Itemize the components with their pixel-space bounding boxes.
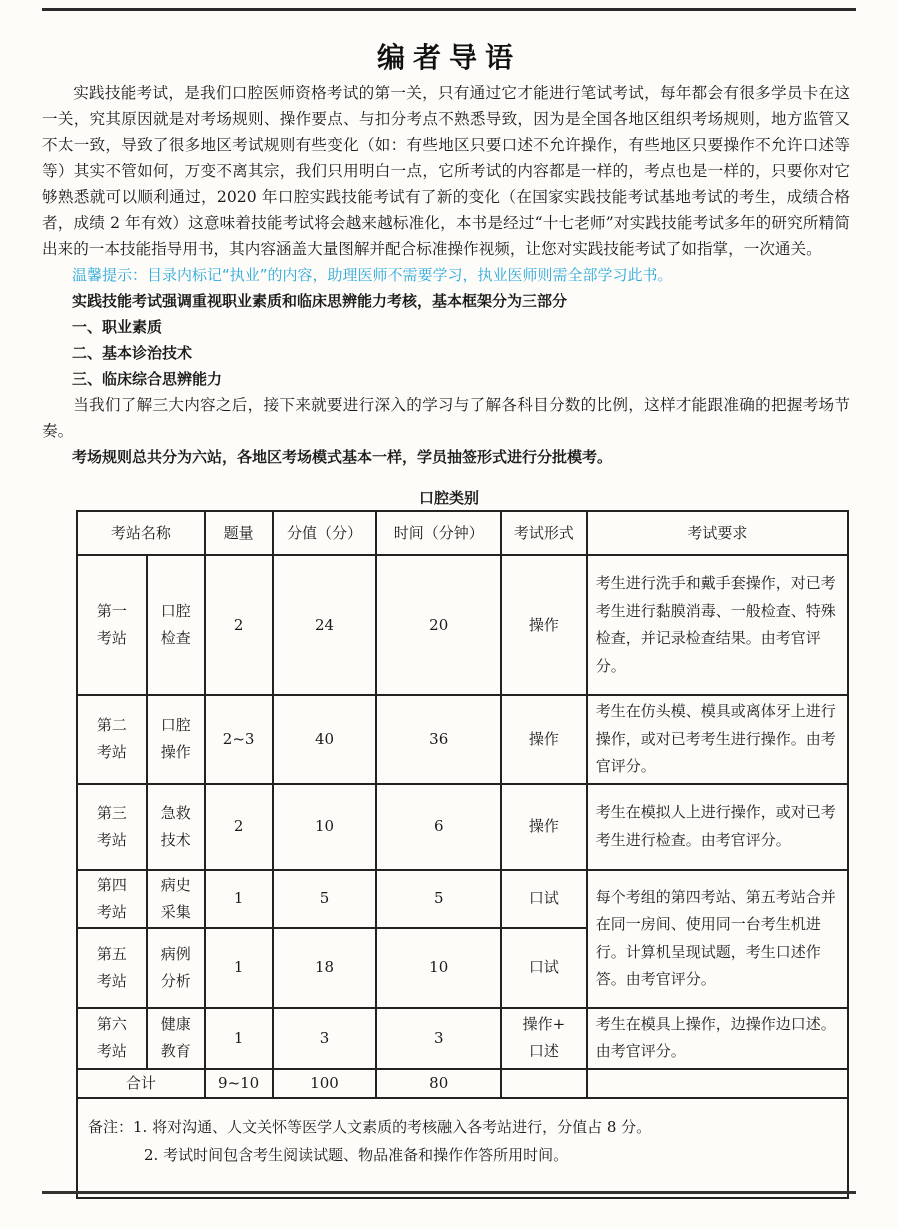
header-cell: 考试要求 xyxy=(587,511,848,555)
body-text xyxy=(42,80,850,470)
count-cell: 2~3 xyxy=(205,695,273,784)
total-form-cell xyxy=(501,1069,587,1098)
score-cell: 5 xyxy=(273,870,377,928)
header-cell: 题量 xyxy=(205,511,273,555)
table-total-row xyxy=(77,1069,848,1098)
requirement-cell: 考生在模拟人上进行操作，或对已考考生进行检查。由考官评分。 xyxy=(587,784,848,870)
count-cell: 1 xyxy=(205,870,273,928)
framework-item: 二、基本诊治技术 xyxy=(72,344,193,362)
header-cell: 考站名称 xyxy=(77,511,205,555)
table-row xyxy=(77,1008,848,1069)
time-cell: 3 xyxy=(376,1008,501,1069)
station-cell: 第一 考站 xyxy=(77,555,147,695)
total-time-cell: 80 xyxy=(376,1069,501,1098)
framework-item: 一、职业素质 xyxy=(72,318,163,336)
exam-rule: 考场规则总共分为六站，各地区考场模式基本一样，学员抽签形式进行分批模考。 xyxy=(72,448,613,466)
table-row xyxy=(77,784,848,870)
table-row xyxy=(77,695,848,784)
form-cell: 口试 xyxy=(501,870,587,928)
note-line: 备注：1. 将对沟通、人文关怀等医学人文素质的考核融入各考站进行，分值占 8 分。 xyxy=(88,1117,652,1136)
count-cell: 2 xyxy=(205,555,273,695)
score-cell: 40 xyxy=(273,695,377,784)
name-cell: 口腔 操作 xyxy=(147,695,205,784)
station-cell: 第五 考站 xyxy=(77,928,147,1008)
name-cell: 口腔 检查 xyxy=(147,555,205,695)
station-cell: 第二 考站 xyxy=(77,695,147,784)
table-notes-row xyxy=(77,1098,848,1198)
note-line: 2. 考试时间包含考生阅读试题、物品准备和操作作答所用时间。 xyxy=(144,1145,569,1164)
page-title: 编者导语 xyxy=(376,41,521,74)
table-row xyxy=(77,555,848,695)
total-label-cell: 合计 xyxy=(77,1069,205,1098)
after-framework-paragraph: 当我们了解三大内容之后，接下来就要进行深入的学习与了解各科目分数的比例，这样才能跟准确的把握考场节奏。 xyxy=(42,396,850,440)
requirement-cell: 考生在模具上操作，边操作边口述。由考官评分。 xyxy=(587,1008,848,1069)
bottom-rule xyxy=(42,1191,856,1194)
intro-paragraph: 实践技能考试，是我们口腔医师资格考试的第一关，只有通过它才能进行笔试考试，每年都会有很多学员卡在这一关，究其原因就是对考场规则、操作要点、与扣分考点不熟悉导致，因为是全国各地区组织考场规则，地方监管又不太一致，导致了很多地区考试规则有些变化（如：有些地区只要口述不允许操作，有些地区只要操作不允许口述等等）其实不管如何，万变不离其宗，我们只用明白一点，它所考试的内容都是一样的，考点也是一样的，只要你对它够熟悉就可以顺利通过，2020 年口腔实践技能考试有了新的变化（在国家实践技能考试基地考试的考生，成绩合格者，成绩 2 年有效）这意味着技能考试将会越来越标准化，本书是经过“十七老师”对实践技能考试多年的研究所精简出来的一本技能指导用书，其内容涵盖大量图解并配合标准操作视频，让您对实践技能考试了如指掌，一次通关。 xyxy=(42,84,850,258)
time-cell: 10 xyxy=(376,928,501,1008)
name-cell: 病例 分析 xyxy=(147,928,205,1008)
name-cell: 病史 采集 xyxy=(147,870,205,928)
form-cell: 操作 xyxy=(501,695,587,784)
header-cell: 分值（分） xyxy=(273,511,377,555)
hint-text: 温馨提示：目录内标记“执业”的内容，助理医师不需要学习，执业医师则需全部学习此书。 xyxy=(72,266,673,284)
notes-cell xyxy=(77,1098,848,1198)
time-cell: 20 xyxy=(376,555,501,695)
table-row xyxy=(77,870,848,928)
station-cell: 第六 考站 xyxy=(77,1008,147,1069)
form-cell: 操作 xyxy=(501,784,587,870)
time-cell: 36 xyxy=(376,695,501,784)
time-cell: 5 xyxy=(376,870,501,928)
framework-item: 三、临床综合思辨能力 xyxy=(72,370,223,388)
header-cell: 时间（分钟） xyxy=(376,511,501,555)
station-cell: 第三 考站 xyxy=(77,784,147,870)
count-cell: 2 xyxy=(205,784,273,870)
score-cell: 10 xyxy=(273,784,377,870)
framework-intro: 实践技能考试强调重视职业素质和临床思辨能力考核，基本框架分为三部分 xyxy=(72,292,568,310)
total-score-cell: 100 xyxy=(273,1069,377,1098)
name-cell: 健康 教育 xyxy=(147,1008,205,1069)
count-cell: 1 xyxy=(205,928,273,1008)
header-cell: 考试形式 xyxy=(501,511,587,555)
score-cell: 18 xyxy=(273,928,377,1008)
requirement-cell: 每个考组的第四考站、第五考站合并在同一房间、使用同一台考生机进行。计算机呈现试题，考生口述作答。由考官评分。 xyxy=(587,870,848,1008)
name-cell: 急救 技术 xyxy=(147,784,205,870)
top-rule xyxy=(42,8,856,11)
form-cell: 操作 xyxy=(501,555,587,695)
score-cell: 3 xyxy=(273,1008,377,1069)
table-header-row xyxy=(77,511,848,555)
total-requirement-cell xyxy=(587,1069,848,1098)
time-cell: 6 xyxy=(376,784,501,870)
requirement-cell: 考生进行洗手和戴手套操作，对已考考生进行黏膜消毒、一般检查、特殊检查，并记录检查结果。由考官评分。 xyxy=(587,555,848,695)
requirement-cell: 考生在仿头模、模具或离体牙上进行操作，或对已考考生进行操作。由考官评分。 xyxy=(587,695,848,784)
exam-table xyxy=(76,510,849,1199)
count-cell: 1 xyxy=(205,1008,273,1069)
total-count-cell: 9~10 xyxy=(205,1069,273,1098)
form-cell: 口试 xyxy=(501,928,587,1008)
table-caption: 口腔类别 xyxy=(418,489,479,507)
score-cell: 24 xyxy=(273,555,377,695)
form-cell: 操作+ 口述 xyxy=(501,1008,587,1069)
station-cell: 第四 考站 xyxy=(77,870,147,928)
